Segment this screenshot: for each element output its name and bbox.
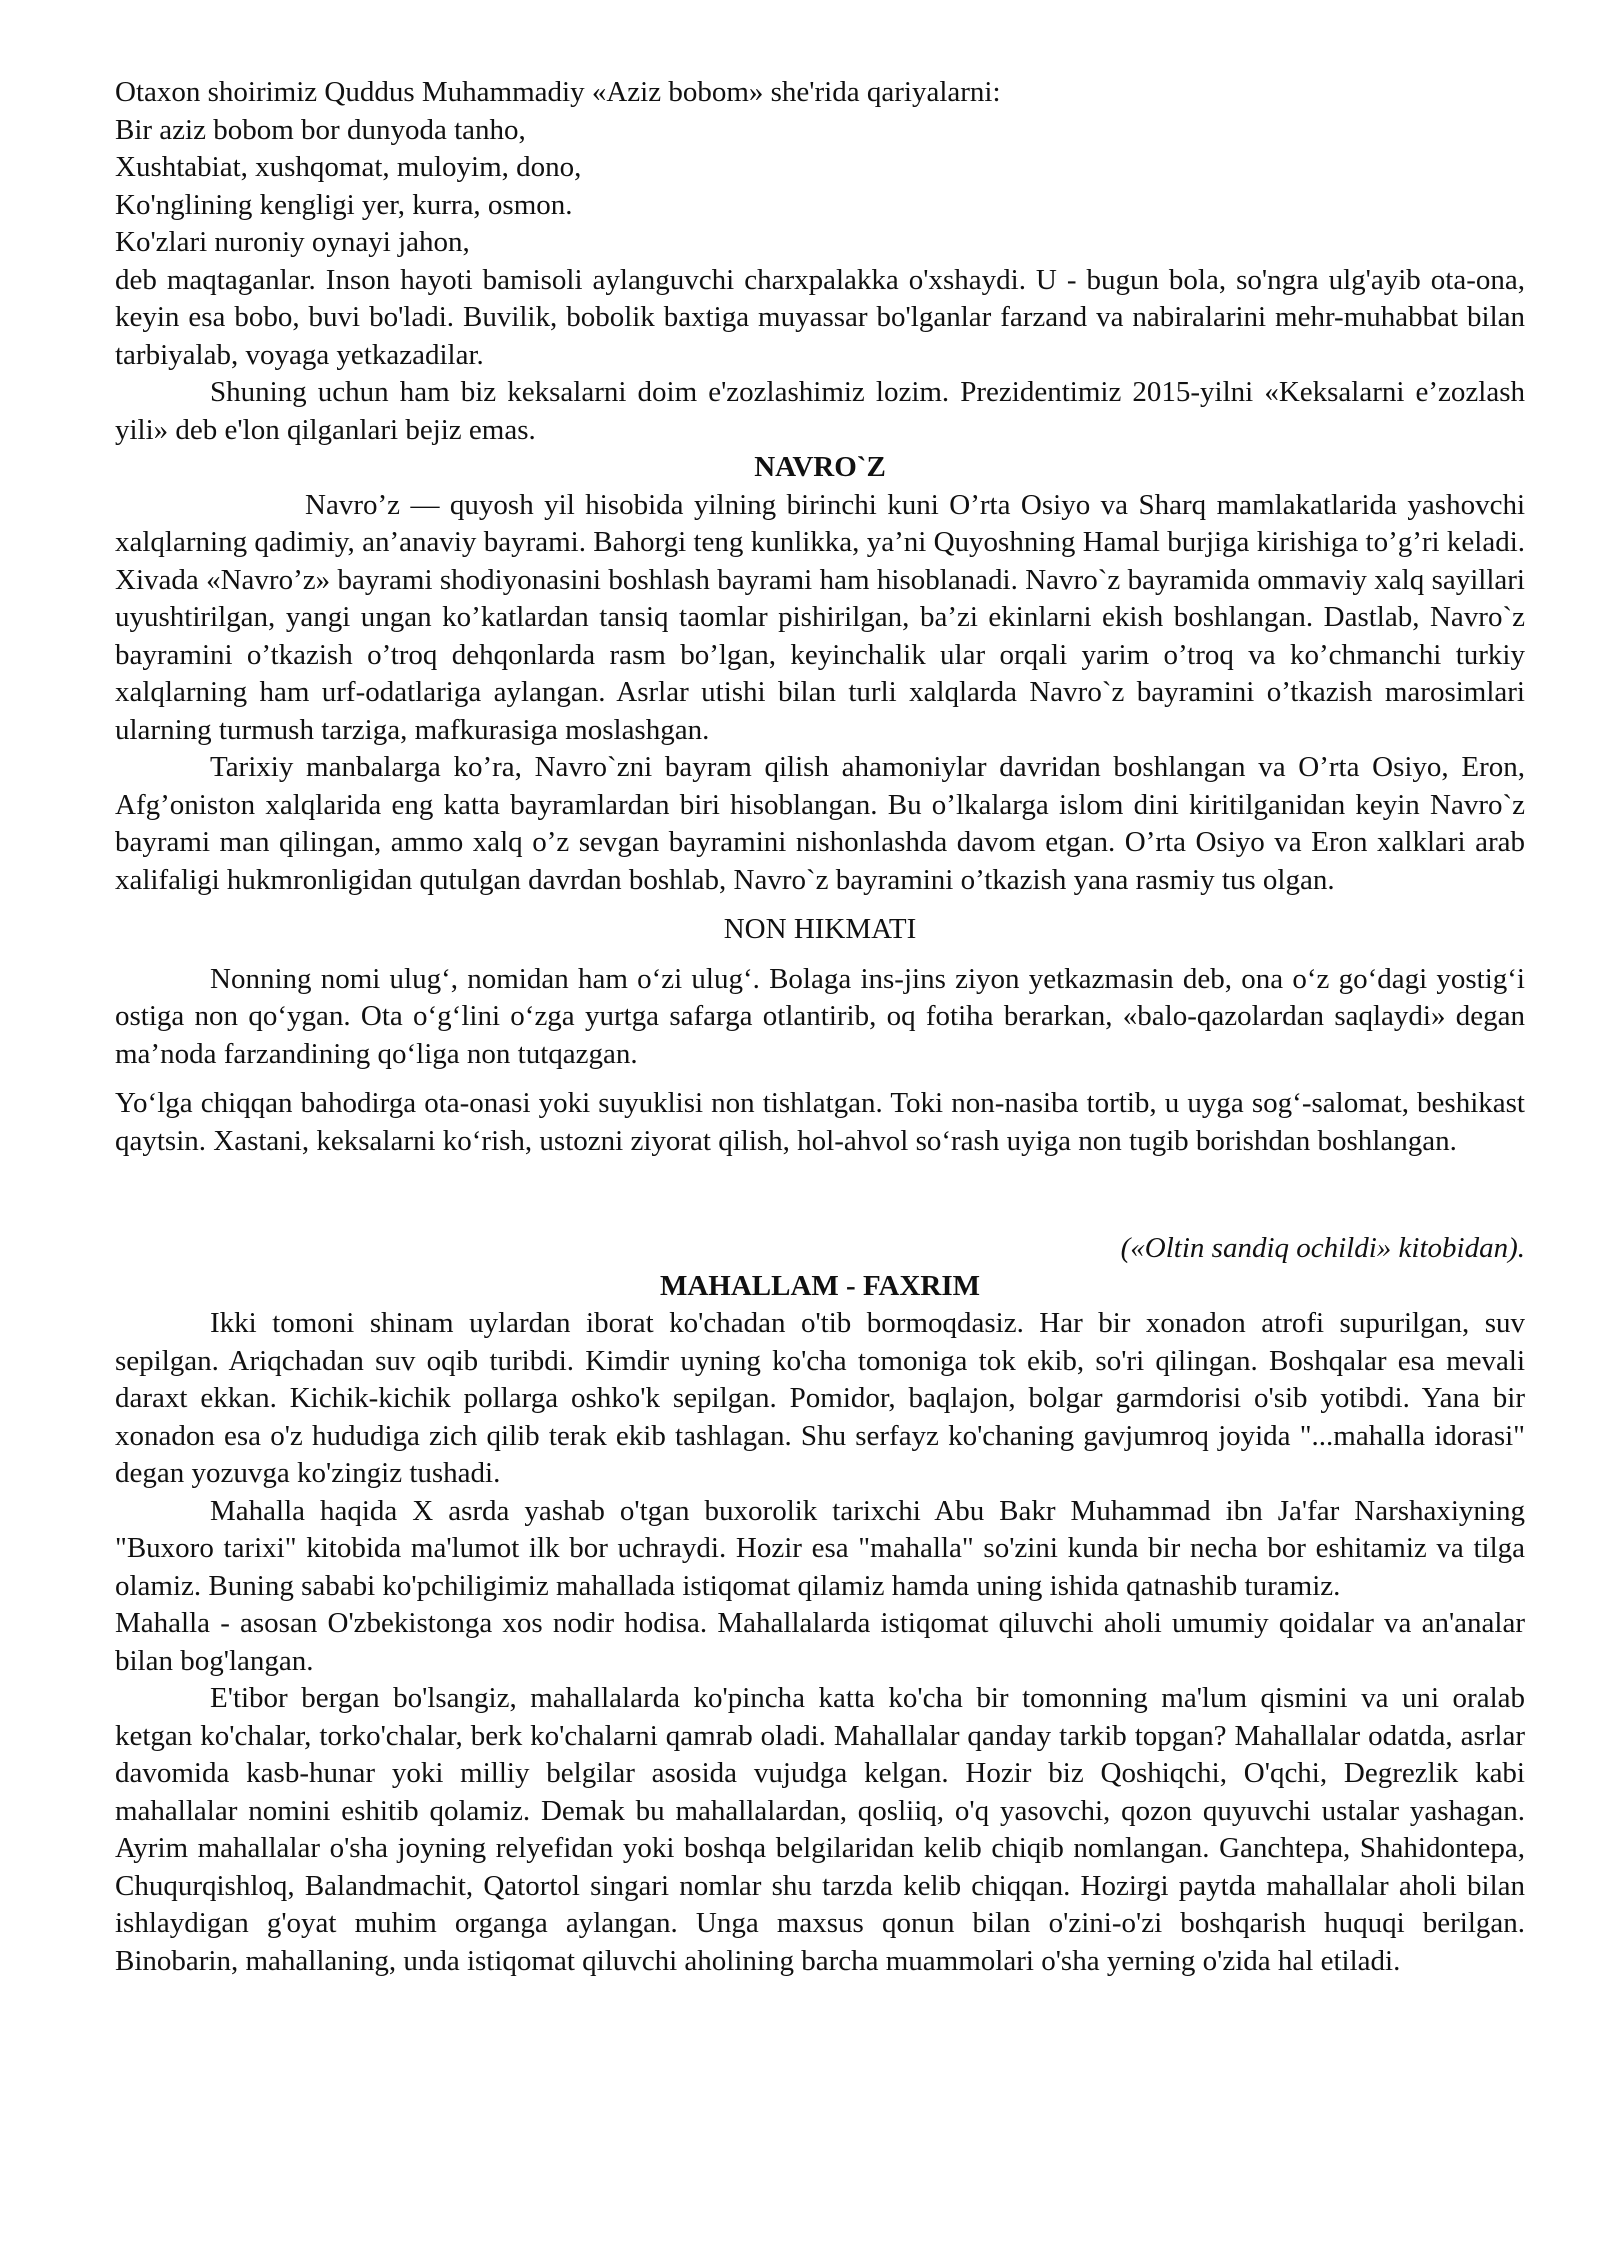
poem-line: Ko'zlari nuroniy oynayi jahon, [115, 226, 470, 258]
intro-line: Otaxon shoirimiz Quddus Muhammadiy «Aziz bobom» she'rida qariyalarni: [115, 76, 1001, 108]
document-page [115, 74, 1525, 1980]
non-paragraph: Yo‘lga chiqqan bahodirga ota-onasi yoki suyuklisi non tishlatgan. Toki non-nasiba tortib, u uyga sog‘-salomat, beshikast qaytsin. Xastani, keksalarni ko‘rish, ustozni ziyorat qilish, hol-ahvol so‘rash uyiga non tugib borishdan boshlangan. [115, 1087, 1525, 1157]
poem-line: Ko'nglining kengligi yer, kurra, osmon. [115, 188, 573, 221]
section-title-non-hikmati: NON HIKMATI [723, 913, 917, 945]
navroz-paragraph: Tarixiy manbalarga ko’ra, Navro`zni bayram qilish ahamoniylar davridan boshlangan va O’rta Osiyo, Eron, Afg’oniston xalqlarida eng katta bayramlardan biri hisoblangan. Bu o’lkalarga islom dini kiritilganidan keyin Navro`z bayrami man qilingan, ammo xalq o’z sevgan bayramini nishonlashda davom etgan. O’rta Osiyo va Eron xalklari arab xalifaligi hukmronligidan qutulgan davrdan boshlab, Navro`z bayramini o’tkazish yana rasmiy tus olgan. [115, 751, 1525, 896]
section-title-mahalla: MAHALLAM - FAXRIM [659, 1269, 981, 1302]
poem-line: Bir aziz bobom bor dunyoda tanho, [115, 113, 526, 146]
non-paragraph: Nonning nomi ulug‘, nomidan ham o‘zi ulug‘. Bolaga ins-jins ziyon yetkazmasin deb, ona o‘z go‘dagi yostig‘i ostiga non qo‘ygan. Ota o‘g‘lini o‘zga yurtga safarga otlantirib, oq fotiha berarkan, «balo-qazolardan saqlaydi» degan ma’noda farzandining qo‘liga non tutqazgan. [115, 962, 1525, 1070]
mahalla-paragraph: Mahalla - asosan O'zbekistonga xos nodir hodisa. Mahallalarda istiqomat qiluvchi aholi umumiy qoidalar va an'analar bilan bog'langan. [115, 1607, 1525, 1677]
mahalla-paragraph: Mahalla haqida X asrda yashab o'tgan buxorolik tarixchi Abu Bakr Muhammad ibn Ja'far Narshaxiyning "Buxoro tarixi" kitobida ma'lumot ilk bor uchraydi. Hozir esa "mahalla" so'zini kunda bir necha bor eshitamiz va tilga olamiz. Buning sababi ko'pchiligimiz mahallada istiqomat qilamiz hamda uning ishida qatnashib turamiz. [115, 1494, 1525, 1602]
spacer [115, 1160, 1525, 1230]
mahalla-paragraph: E'tibor bergan bo'lsangiz, mahallalarda ko'pincha katta ko'cha bir tomonning ma'lum qismini va uni oralab ketgan ko'chalar, torko'chalar, berk ko'chalarni qamrab oladi. Mahallalar qanday tarkib topgan? Mahallalar odatda, asrlar davomida kasb-hunar yoki milliy belgilar asosida vujudga kelgan. Hozir biz Qoshiqchi, O'qchi, Degrezlik kabi mahallalar nomini eshitib qolamiz. Demak bu mahallalardan, qosliiq, o'q yasovchi, qozon quyuvchi ustalar yashagan. Ayrim mahallalar o'sha joyning relyefidan yoki boshqa belgilaridan kelib chiqib nomlangan. Ganchtepa, Shahidontepa, Chuqurqishloq, Balandmachit, Qatortol singari nomlar shu tarzda kelib chiqqan. Hozirgi paytda mahallalar aholi bilan ishlaydigan g'oyat muhim organga aylangan. Unga maxsus qonun bilan o'zini-o'zi boshqarish huquqi berilgan. Binobarin, mahallaning, unda istiqomat qiluvchi aholining barcha muammolari o'sha yerning o'zida hal etiladi. [115, 1682, 1525, 1977]
intro-paragraph: Shuning uchun ham biz keksalarni doim e'zozlashimiz lozim. Prezidentimiz 2015-yilni «Keksalarni e’zozlash yili» deb e'lon qilganlari bejiz emas. [115, 376, 1525, 446]
source-citation: («Oltin sandiq ochildi» kitobidan). [1120, 1232, 1525, 1264]
mahalla-paragraph: Ikki tomoni shinam uylardan iborat ko'chadan o'tib bormoqdasiz. Har bir xonadon atrofi supurilgan, suv sepilgan. Ariqchadan suv oqib turibdi. Kimdir uyning ko'cha tomoniga tok ekib, so'ri qilingan. Boshqalar esa mevali daraxt ekkan. Kichik-kichik pollarga oshko'k sepilgan. Pomidor, baqlajon, bolgar garmdorisi o'sib yotibdi. Yana bir xonadon esa o'z hududiga zich qilib terak ekib tashlagan. Shu serfayz ko'chaning gavjumroq joyida "...mahalla idorasi" degan yozuvga ko'zingiz tushadi. [115, 1307, 1525, 1489]
poem-line: Xushtabiat, xushqomat, muloyim, dono, [115, 151, 582, 183]
intro-paragraph: deb maqtaganlar. Inson hayoti bamisoli aylanguvchi charxpalakka o'xshaydi. U - bugun bola, so'ngra ulg'ayib ota-ona, keyin esa bobo, buvi bo'ladi. Buvilik, bobolik baxtiga muyassar bo'lganlar farzand va nabiralarini mehr-muhabbat bilan tarbiyalab, voyaga yetkazadilar. [115, 263, 1525, 371]
navroz-paragraph: Navro’z — quyosh yil hisobida yilning birinchi kuni O’rta Osiyo va Sharq mamlakatlarida yashovchi xalqlarning qadimiy, an’anaviy bayrami. Bahorgi teng kunlikka, ya’ni Quyoshning Hamal burjiga kirishiga to’g’ri keladi. Xivada «Navro’z» bayrami shodiyonasini boshlash bayrami ham hisoblanadi. Navro`z bayramida ommaviy xalq sayillari uyushtirilgan, yangi ungan ko’katlardan tansiq taomlar pishirilgan, ba’zi ekinlarni ekish boshlangan. Dastlab, Navro`z bayramini o’tkazish o’troq dehqonlarda rasm bo’lgan, keyinchalik ular orqali yarim o’troq va ko’chmanchi turkiy xalqlarning ham urf-odatlariga aylangan. Asrlar utishi bilan turli xalqlarda Navro`z bayramini o’tkazish marosimlari ularning turmush tarziga, mafkurasiga moslashgan. [115, 488, 1525, 746]
section-title-navroz: NAVRO`Z [754, 451, 886, 483]
